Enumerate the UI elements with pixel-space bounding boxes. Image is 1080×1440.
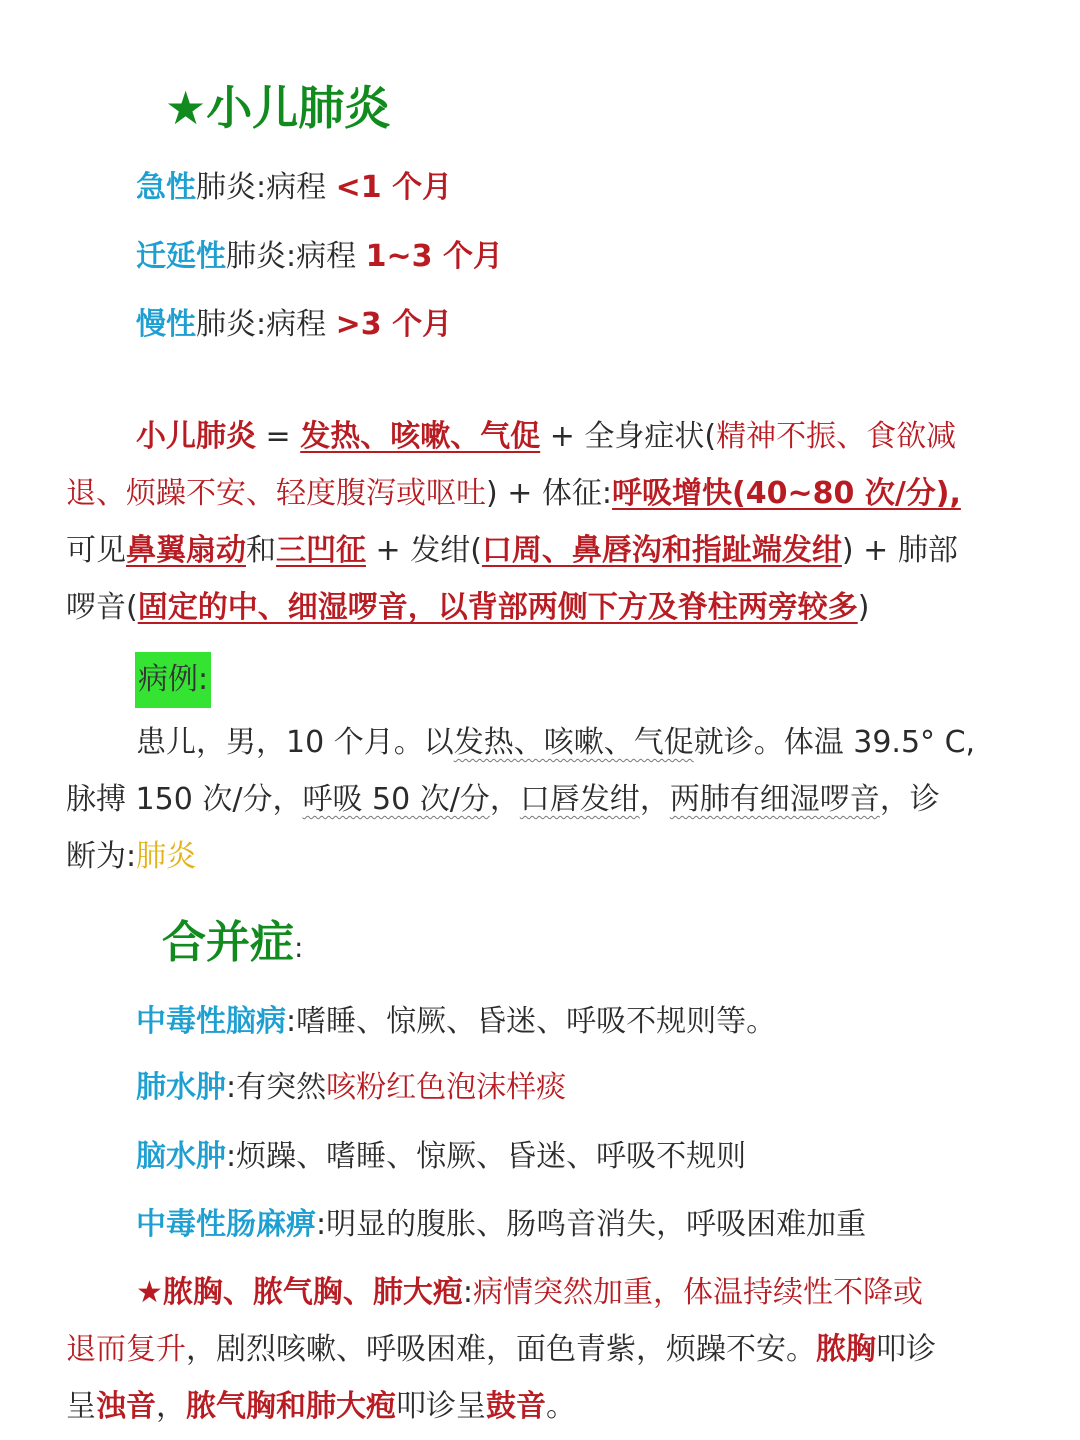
keyword-empyema: 脓胸	[816, 1332, 876, 1367]
case-line-1	[66, 714, 1026, 771]
classification-acute	[136, 168, 452, 208]
general-symptoms-a: 精神不振、食欲减	[716, 419, 957, 454]
complication-desc: 烦躁、嗜睡、惊厥、昏迷、呼吸不规则	[236, 1139, 747, 1174]
complications-title-colon: :	[294, 931, 304, 964]
text: )	[857, 590, 870, 625]
separator: :	[316, 1207, 327, 1242]
empyema-line-1	[66, 1264, 1026, 1321]
empyema-line-2	[66, 1321, 1026, 1378]
case-paragraph	[66, 714, 1026, 885]
text: 断为:	[66, 839, 137, 874]
case-label: 病例:	[135, 652, 211, 708]
complication-name: 中毒性脑病	[136, 1004, 286, 1039]
complication-desc: 嗜睡、惊厥、昏迷、呼吸不规则等。	[296, 1004, 777, 1039]
keyword-tympany: 鼓音	[486, 1389, 546, 1424]
complication-name: 肺水肿	[136, 1070, 226, 1105]
text: ，	[489, 782, 520, 817]
definition-line-4	[66, 579, 1026, 636]
sign-cyanosis: 口周、鼻唇沟和指趾端发绀	[481, 533, 842, 568]
sign-breathing: 呼吸增快(40~80 次/分),	[612, 476, 961, 511]
definition-line-3	[66, 522, 1026, 579]
case-line-3	[66, 828, 1026, 885]
text: 叩诊呈	[396, 1389, 486, 1424]
definition-line-2	[66, 465, 1026, 522]
definition-subject: 小儿肺炎	[136, 419, 256, 454]
page-title: ★小儿肺炎	[165, 81, 391, 135]
text: ，	[156, 1389, 186, 1424]
type-label: 慢性	[136, 307, 196, 342]
separator: :	[226, 1070, 237, 1105]
text: 呈	[66, 1389, 96, 1424]
empyema-name: ★脓胸、脓气胸、肺大疱	[136, 1275, 463, 1310]
course-range: <1 个月	[335, 170, 453, 205]
case-diagnosis: 肺炎	[136, 839, 197, 874]
text: 和	[246, 533, 276, 568]
core-symptoms: 发热、咳嗽、气促	[300, 419, 541, 454]
separator: :	[462, 1275, 474, 1310]
sign-retraction: 三凹征	[276, 533, 366, 568]
sign-rales: 固定的中、细湿啰音，以背部两侧下方及脊柱两旁较多	[137, 590, 858, 625]
empyema-desc: 病情突然加重，	[473, 1275, 684, 1310]
definition-paragraph	[66, 408, 1026, 636]
complication-cerebral-edema	[136, 1137, 746, 1177]
keyword-dullness: 浊音	[96, 1389, 156, 1424]
case-symptoms: 发热、咳嗽、气促	[453, 725, 694, 760]
definition-line-1	[66, 408, 1026, 465]
type-label: 迁延性	[136, 239, 226, 274]
text: 患儿，男，10 个月。以	[136, 725, 454, 760]
sign-label: ) + 体征:	[486, 476, 613, 511]
course-range: >3 个月	[335, 307, 453, 342]
text: ，诊	[879, 782, 940, 817]
case-line-2	[66, 771, 1026, 828]
complication-toxic-ileus	[136, 1205, 866, 1245]
empyema-line-3	[66, 1378, 1026, 1435]
course-label: 肺炎:病程	[196, 170, 336, 205]
case-rales: 两肺有细湿啰音	[669, 782, 880, 817]
text: ，剧烈咳嗽、呼吸困难，面色青紫，烦躁不安。	[186, 1332, 816, 1367]
course-range: 1~3 个月	[365, 239, 503, 274]
text: 就诊。体温 39.5° C,	[693, 725, 976, 760]
text: 脉搏 150 次/分，	[66, 782, 303, 817]
complication-desc: 明显的腹胀、肠鸣音消失，呼吸困难加重	[326, 1207, 867, 1242]
text: ) + 肺部	[841, 533, 958, 568]
empyema-desc: 退而复升	[66, 1332, 186, 1367]
case-respiration: 呼吸 50 次/分	[302, 782, 490, 817]
text: 可见	[66, 533, 126, 568]
text: 叩诊	[876, 1332, 936, 1367]
type-label: 急性	[136, 170, 196, 205]
complication-name: 中毒性肠麻痹	[136, 1207, 316, 1242]
complication-highlight: 咳粉红色泡沫样痰	[326, 1070, 567, 1105]
complications-title	[162, 906, 303, 970]
separator: :	[226, 1139, 237, 1174]
text: ，	[639, 782, 670, 817]
equals: =	[256, 419, 301, 454]
complication-desc: 有突然	[236, 1070, 327, 1105]
complication-name: 脑水肿	[136, 1139, 226, 1174]
complication-toxic-encephalopathy	[136, 1002, 776, 1042]
text: 啰音(	[66, 590, 138, 625]
classification-chronic	[136, 305, 452, 345]
case-cyanosis: 口唇发绀	[519, 782, 640, 817]
text: 。	[546, 1389, 576, 1424]
complication-pulmonary-edema	[136, 1068, 566, 1108]
empyema-paragraph	[66, 1264, 1026, 1435]
classification-persistent	[136, 237, 503, 277]
separator: :	[286, 1004, 297, 1039]
sign-nasal-flaring: 鼻翼扇动	[126, 533, 246, 568]
text: + 发绀(	[366, 533, 482, 568]
complications-title-text: 合并症	[162, 917, 294, 968]
general-symptoms-b: 退、烦躁不安、轻度腹泻或呕吐	[66, 476, 486, 511]
course-label: 肺炎:病程	[196, 307, 336, 342]
course-label: 肺炎:病程	[226, 239, 366, 274]
empyema-desc: 体温持续性不降或	[683, 1275, 924, 1310]
general-label: + 全身症状(	[540, 419, 717, 454]
keyword-pneumothorax-bullae: 脓气胸和肺大疱	[186, 1389, 396, 1424]
